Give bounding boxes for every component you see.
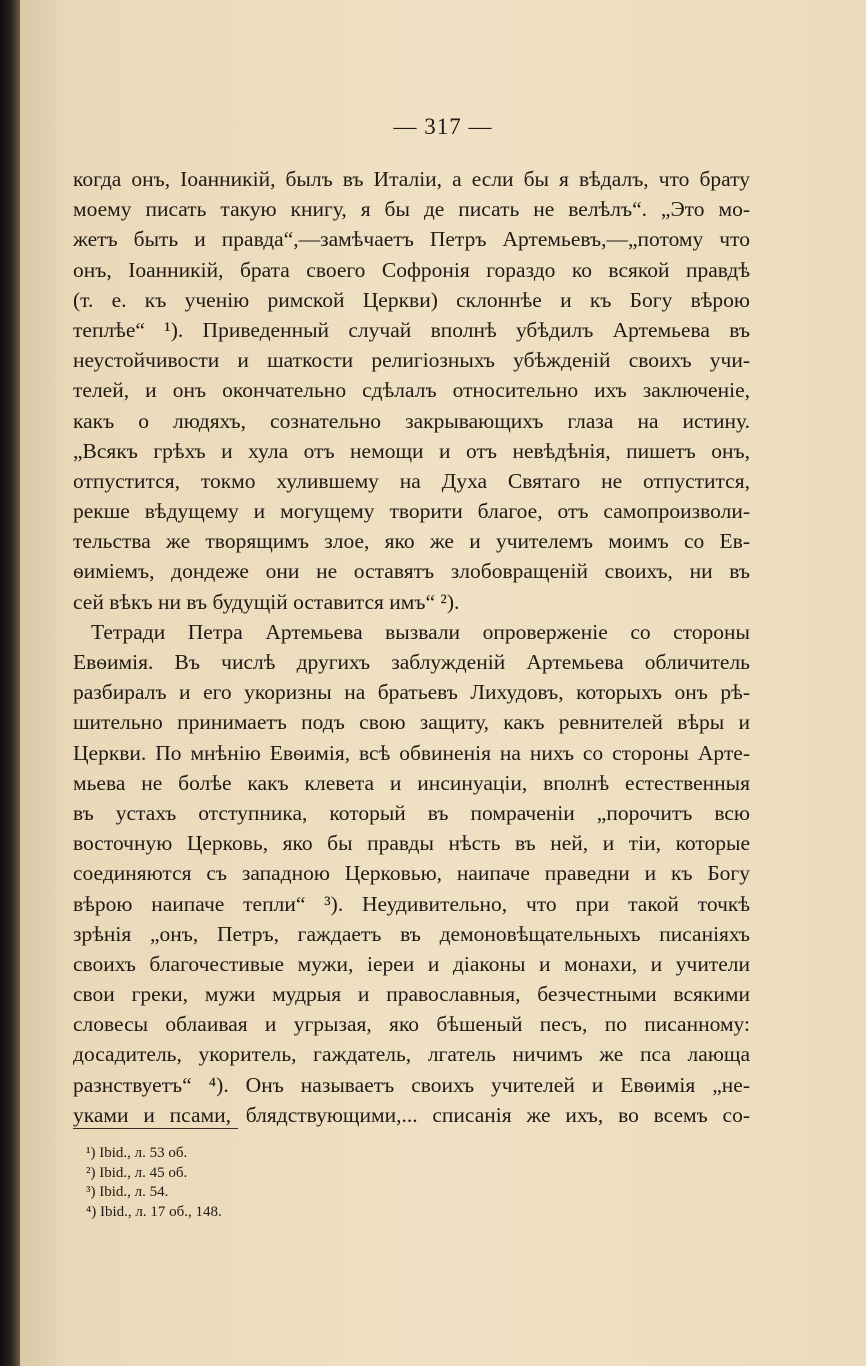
text-line: вѣрою наипаче тепли“ ³). Неудивительно, что при такой точкѣ xyxy=(73,891,750,916)
footnote: ³) Ibid., л. 54. xyxy=(86,1184,169,1200)
text-line: мьева не болѣе какъ клевета и инсинуаціи, вполнѣ естественныя xyxy=(73,770,750,795)
book-binding-edge xyxy=(0,0,20,1366)
text-line: словесы облаивая и угрызая, яко бѣшеный песъ, по писанному: xyxy=(73,1012,750,1037)
text-line: (т. е. къ ученію римской Церкви) склоннѣе и къ Богу вѣрою xyxy=(73,287,750,312)
text-line: досадитель, укоритель, гаждатель, лгатель ничимъ же пса лающа xyxy=(73,1042,750,1067)
text-line: Евѳимія. Въ числѣ другихъ заблужденій Артемьева обличитель xyxy=(73,650,750,674)
text-line: зрѣнія „онъ, Петръ, гаждаетъ въ демоновѣщательныхъ писаніяхъ xyxy=(73,921,750,946)
footnote: ⁴) Ibid., л. 17 об., 148. xyxy=(86,1203,222,1220)
footnote: ¹) Ibid., л. 53 об. xyxy=(86,1145,188,1161)
text-line: Церкви. По мнѣнію Евѳимія, всѣ обвиненія на нихъ со стороны Арте- xyxy=(73,740,750,765)
text-line: телей, и онъ окончательно сдѣлалъ относительно ихъ заключеніе, xyxy=(73,378,750,403)
text-line: тельства же творящимъ злое, яко же и учителемъ моимъ со Ев- xyxy=(73,529,750,554)
text-line: жетъ быть и правда“,—замѣчаетъ Петръ Артемьевъ,—„потому что xyxy=(73,227,750,252)
text-line: восточную Церковь, яко бы правды нѣсть въ ней, и тіи, которые xyxy=(73,831,750,856)
text-line: разбиралъ и его укоризны на братьевъ Лихудовъ, которыхъ онъ рѣ- xyxy=(73,680,750,705)
text-line: рекше вѣдущему и могущему творити благое, отъ самопроизволи- xyxy=(73,499,750,524)
text-line: соединяются съ западною Церковью, наипаче праведни и къ Богу xyxy=(73,861,750,886)
text-line: въ устахъ отступника, который въ помраченіи „порочитъ всю xyxy=(73,800,750,825)
footnotes xyxy=(86,1144,222,1222)
text-line: „Всякъ грѣхъ и хула отъ немощи и отъ невѣдѣнія, пишетъ онъ, xyxy=(73,438,750,463)
text-line: неустойчивости и шаткости религіозныхъ убѣжденій своихъ учи- xyxy=(73,348,750,373)
text-line: отпустится, токмо хулившему на Духа Святаго не отпустится, xyxy=(73,468,750,493)
text-line: когда онъ, Іоанникій, былъ въ Италіи, а если бы я вѣдалъ, что брату xyxy=(73,167,750,191)
text-line: свои греки, мужи мудрыя и православныя, безчестными всякими xyxy=(73,982,750,1007)
text-line: онъ, Іоанникій, брата своего Софронія гораздо ко всякой правдѣ xyxy=(73,257,750,282)
text-line: сей вѣкъ ни въ будущій оставится имъ“ ²). xyxy=(73,589,460,614)
text-line: своихъ благочестивые мужи, іереи и діаконы и монахи, и учители xyxy=(73,951,750,976)
text-line: разнствуетъ“ ⁴). Онъ называетъ своихъ учителей и Евѳимія „не- xyxy=(73,1072,750,1097)
text-line: моему писать такую книгу, я бы де писать не велѣлъ“. „Это мо- xyxy=(73,197,750,222)
footnote-divider xyxy=(73,1128,238,1129)
body-text xyxy=(73,164,750,1130)
book-page xyxy=(20,0,866,1366)
text-line: какъ о людяхъ, сознательно закрывающихъ глаза на истину. xyxy=(73,408,750,433)
text-line: Тетради Петра Артемьева вызвали опроверженіе со стороны xyxy=(91,619,750,644)
text-line: теплѣе“ ¹). Приведенный случай вполнѣ убѣдилъ Артемьева въ xyxy=(73,317,750,342)
text-line: ѳиміемъ, дондеже они не оставятъ злобовращеній своихъ, ни въ xyxy=(73,559,750,584)
text-line: уками и псами, блядствующими,... списанія же ихъ, во всемъ со- xyxy=(73,1102,750,1127)
page-number-header: — 317 — xyxy=(393,114,493,139)
text-line: шительно принимаетъ подъ свою защиту, какъ ревнителей вѣры и xyxy=(73,710,750,735)
footnote: ²) Ibid., л. 45 об. xyxy=(86,1164,188,1181)
